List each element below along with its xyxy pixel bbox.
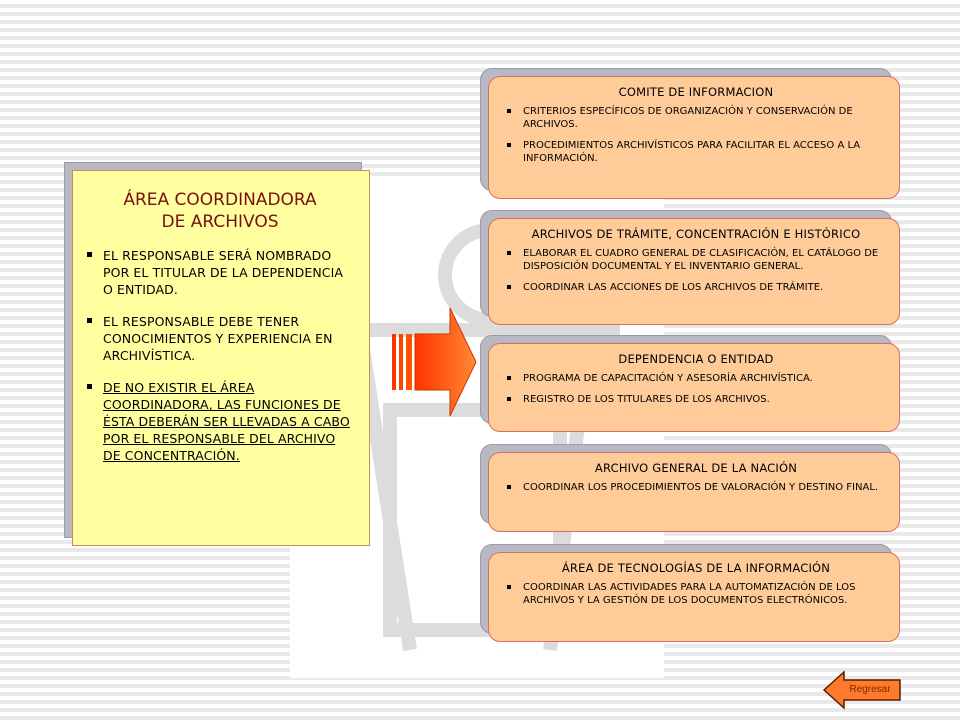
list-item-text: ELABORAR EL CUADRO GENERAL DE CLASIFICACIÓN, EL CATÁLOGO DE DISPOSICIÓN DOCUMENTAL Y EL INVENTARIO GENERAL. <box>523 248 879 272</box>
bullet-icon <box>87 252 92 257</box>
dependencia-entidad-box <box>488 343 900 432</box>
box-card <box>488 76 900 199</box>
area-tecnologias-box <box>488 552 900 642</box>
list-item <box>503 105 889 131</box>
list-item <box>503 393 889 406</box>
box-title: ARCHIVOS DE TRÁMITE, CONCENTRACIÓN E HISTÓRICO <box>531 227 861 241</box>
area-coordinadora-panel <box>72 170 370 546</box>
box-card <box>488 452 900 532</box>
archivos-tramite-box <box>488 218 900 325</box>
box-card <box>488 218 900 325</box>
box-title: ARCHIVO GENERAL DE LA NACIÓN <box>594 461 798 475</box>
arrow-head <box>415 308 476 416</box>
list-item <box>503 247 889 273</box>
list-item <box>503 372 889 385</box>
arrow-stripe <box>399 334 403 390</box>
box-list <box>503 105 889 165</box>
arrow-stripe <box>392 334 396 390</box>
box-list <box>503 581 889 607</box>
back-button-label[interactable]: Regresar <box>849 684 891 695</box>
box-title: DEPENDENCIA O ENTIDAD <box>618 352 774 366</box>
box-list <box>503 481 889 494</box>
box-list <box>503 247 889 294</box>
list-item-text: PROGRAMA DE CAPACITACIÓN Y ASESORÍA ARCHIVÍSTICA. <box>523 373 813 384</box>
bullet-icon <box>507 251 511 255</box>
bullet-icon <box>87 318 92 323</box>
box-card <box>488 552 900 642</box>
list-item-text: COORDINAR LOS PROCEDIMIENTOS DE VALORACIÓN Y DESTINO FINAL. <box>523 482 879 493</box>
archivo-general-nacion-box <box>488 452 900 532</box>
panel-title-line2: DE ARCHIVOS <box>161 212 279 232</box>
panel-card <box>72 170 370 546</box>
back-button[interactable] <box>822 670 902 710</box>
bullet-icon <box>507 585 511 589</box>
list-item-text: DE NO EXISTIR EL ÁREA COORDINADORA, LAS FUNCIONES DE ÉSTA DEBERÁN SER LLEVADAS A CABO POR EL RESPONSABLE DEL ARCHIVO DE CONCENTRACIÓN. <box>103 380 350 463</box>
bullet-icon <box>507 397 511 401</box>
list-item-text: CRITERIOS ESPECÍFICOS DE ORGANIZACIÓN Y CONSERVACIÓN DE ARCHIVOS. <box>523 106 853 130</box>
list-item <box>85 313 355 364</box>
list-item-text: PROCEDIMIENTOS ARCHIVÍSTICOS PARA FACILITAR EL ACCESO A LA INFORMACIÓN. <box>523 140 861 164</box>
list-item <box>503 281 889 294</box>
list-item-text: EL RESPONSABLE DEBE TENER CONOCIMIENTOS Y EXPERIENCIA EN ARCHIVÍSTICA. <box>103 314 333 363</box>
right-arrow-icon <box>390 306 480 418</box>
list-item <box>503 481 889 494</box>
box-title: ÁREA DE TECNOLOGÍAS DE LA INFORMACIÓN <box>561 561 831 575</box>
bullet-icon <box>507 485 511 489</box>
arrow-stripe <box>406 334 412 390</box>
bullet-icon <box>507 109 511 113</box>
list-item <box>503 581 889 607</box>
list-item-text: COORDINAR LAS ACCIONES DE LOS ARCHIVOS DE TRÁMITE. <box>523 282 824 293</box>
panel-title-line1: ÁREA COORDINADORA <box>123 190 317 210</box>
panel-title <box>85 189 355 233</box>
comite-informacion-box <box>488 76 900 199</box>
box-title: COMITE DE INFORMACION <box>618 85 774 99</box>
list-item <box>85 247 355 298</box>
panel-list <box>85 247 355 464</box>
list-item-text: COORDINAR LAS ACTIVIDADES PARA LA AUTOMATIZACIÓN DE LOS ARCHIVOS Y LA GESTIÓN DE LOS DOCUMENTOS ELECTRÓNICOS. <box>523 582 856 606</box>
bullet-icon <box>87 384 92 389</box>
box-card <box>488 343 900 432</box>
box-list <box>503 372 889 406</box>
list-item-text: REGISTRO DE LOS TITULARES DE LOS ARCHIVOS. <box>523 394 770 405</box>
list-item-text: EL RESPONSABLE SERÁ NOMBRADO POR EL TITULAR DE LA DEPENDENCIA O ENTIDAD. <box>103 248 344 297</box>
bullet-icon <box>507 143 511 147</box>
list-item <box>85 379 355 464</box>
bullet-icon <box>507 285 511 289</box>
list-item <box>503 139 889 165</box>
bullet-icon <box>507 376 511 380</box>
